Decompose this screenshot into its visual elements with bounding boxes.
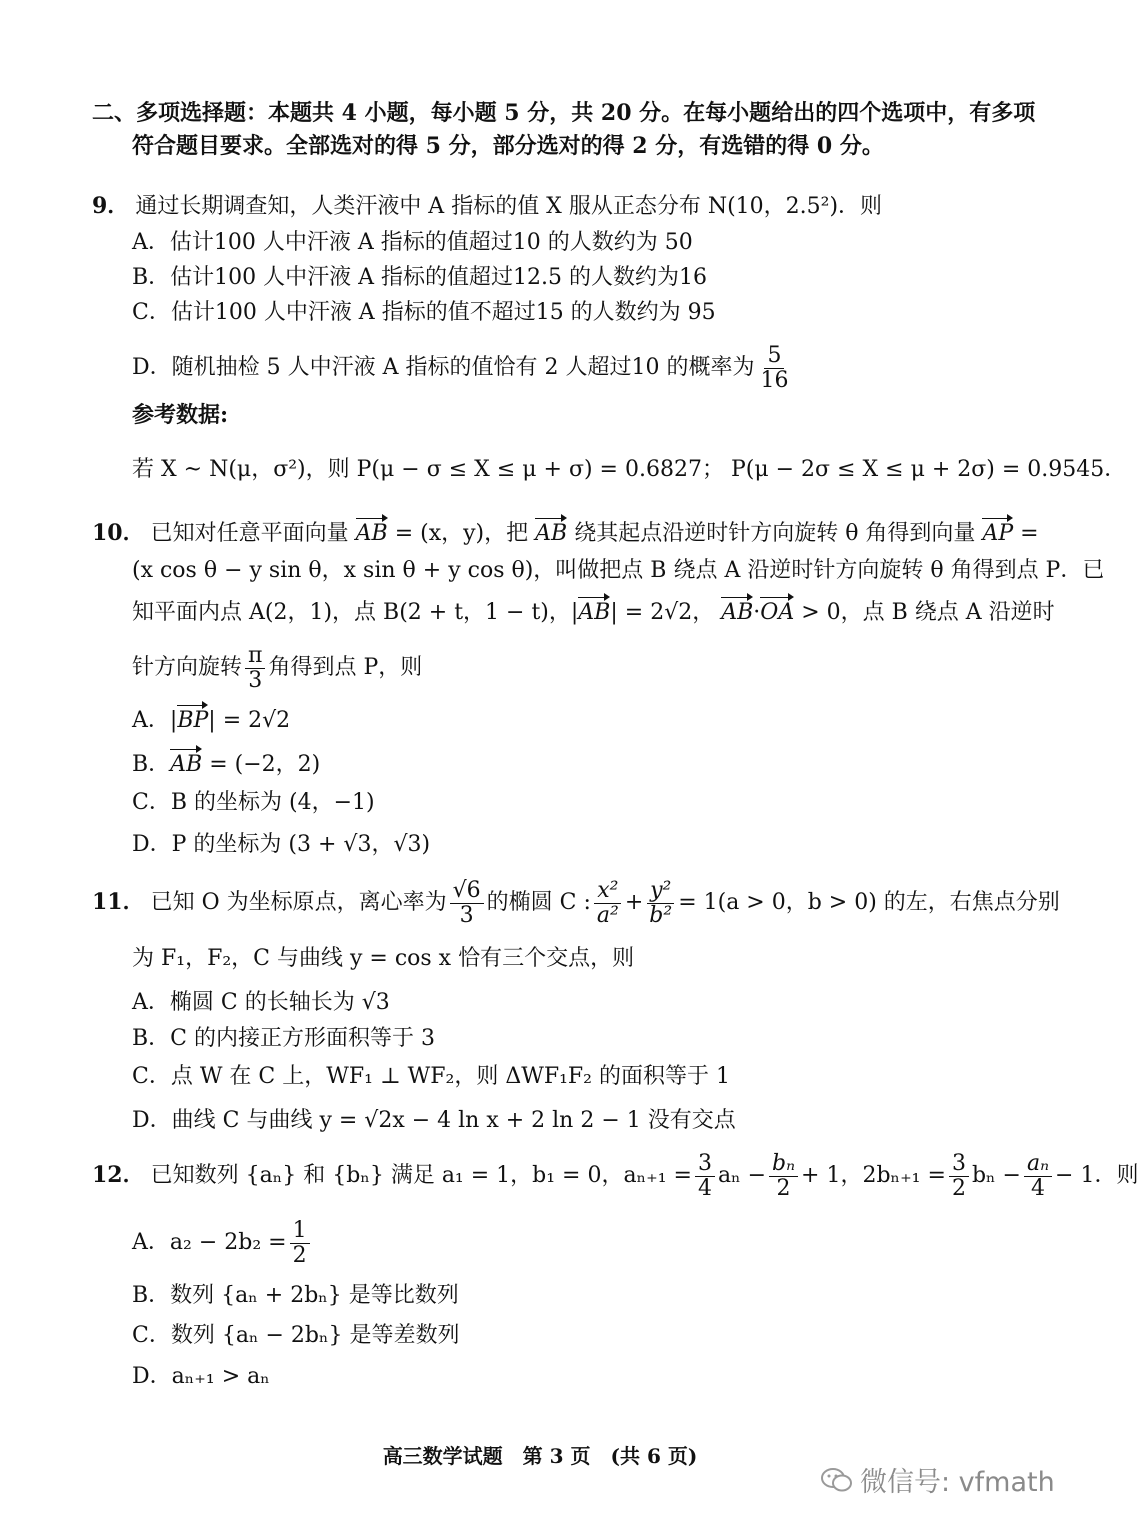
fraction — [769, 1152, 798, 1201]
fraction-numerator: 3 — [949, 1152, 969, 1177]
fraction-denominator: 2 — [951, 1175, 966, 1201]
option-text: A．a₂ − 2b₂ = — [132, 1230, 287, 1255]
fraction-denominator: 16 — [760, 367, 789, 393]
page-footer: 高三数学试题 第 3 页 (共 6 页) — [382, 1444, 698, 1468]
vector-ap: AP — [982, 519, 1013, 549]
q9-reference-data: 若 X ~ N(μ，σ²)，则 P(μ − σ ≤ X ≤ μ + σ) = 0.6827； P(μ − 2σ ≤ X ≤ μ + 2σ) = 0.9545． — [132, 457, 1127, 482]
q9-option-d — [132, 340, 794, 396]
x-term-fraction — [594, 879, 622, 928]
vector-oa: OA — [760, 598, 794, 628]
q9-option-a: A．估计100 人中汗液 A 指标的值超过10 的人数约为 50 — [132, 230, 693, 255]
fraction-denominator: 3 — [248, 667, 263, 693]
q11-text: = 1(a > 0，b > 0) 的左，右焦点分别 — [678, 890, 1060, 915]
q9-number: 9． — [92, 193, 130, 219]
fraction-numerator: y² — [647, 879, 674, 904]
q12-option-d: D．aₙ₊₁ > aₙ — [132, 1364, 270, 1389]
plus-sign: + — [624, 890, 644, 915]
q10-option-a — [132, 706, 290, 736]
fraction-denominator: 3 — [459, 902, 474, 928]
fraction-denominator: 4 — [1030, 1175, 1045, 1201]
fraction-numerator: 5 — [764, 344, 784, 369]
fraction-numerator: 1 — [290, 1219, 310, 1244]
vector-ab: AB — [535, 519, 567, 549]
wechat-watermark — [820, 1460, 1055, 1501]
q11-option-a: A．椭圆 C 的长轴长为 √3 — [132, 990, 390, 1015]
q10-text: 绕其起点沿逆时针方向旋转 θ 角得到向量 — [574, 521, 976, 546]
fraction — [1024, 1152, 1052, 1201]
q12-option-c: C．数列 {aₙ − 2bₙ} 是等差数列 — [132, 1323, 460, 1348]
q10-line2: (x cos θ − y sin θ，x sin θ + y cos θ)，叫做把点 B 绕点 A 沿逆时针方向旋转 θ 角得到点 P．已 — [132, 558, 1105, 583]
vector-ab: AB — [721, 598, 753, 628]
q10-text: 针方向旋转 — [132, 655, 243, 680]
q10-line1 — [92, 518, 1039, 549]
q9-option-d-text: D．随机抽检 5 人中汗液 A 指标的值恰有 2 人超过10 的概率为 — [132, 355, 755, 380]
q10-text: 知平面内点 A(2，1)，点 B(2 + t，1 − t)，| — [132, 600, 579, 625]
fraction-denominator: b² — [649, 902, 673, 928]
eccentricity-fraction — [450, 879, 484, 928]
fraction-denominator: 2 — [776, 1175, 791, 1201]
option-text: = (−2，2) — [209, 752, 321, 777]
q12-text: 已知数列 {aₙ} 和 {bₙ} 满足 a₁ = 1，b₁ = 0，aₙ₊₁ = — [150, 1163, 692, 1188]
q10-text: > 0，点 B 绕点 A 沿逆时 — [801, 600, 1055, 625]
q12-text: − 1．则 — [1055, 1163, 1138, 1188]
vector-bp: BP — [177, 706, 208, 736]
fraction-numerator: 3 — [695, 1152, 715, 1177]
q12-text: aₙ − — [717, 1163, 767, 1188]
q10-option-b — [132, 750, 320, 780]
fraction-numerator: x² — [594, 879, 621, 904]
q10-text: 角得到点 P，则 — [268, 655, 423, 680]
q10-text: 已知对任意平面向量 — [150, 521, 349, 546]
q10-text: = (x，y)，把 — [394, 521, 529, 546]
wechat-icon — [820, 1466, 854, 1501]
q11-option-d: D．曲线 C 与曲线 y = √2x − 4 ln x + 2 ln 2 − 1 没有交点 — [132, 1108, 736, 1133]
q10-line3: 知平面内点 A(2，1)，点 B(2 + t，1 − t)，|AB| = 2√2， AB·OA > 0，点 B 绕点 A 沿逆时 — [132, 598, 1055, 628]
option-text: | = 2√2 — [208, 708, 291, 733]
q10-option-c: C．B 的坐标为 (4，−1) — [132, 790, 375, 815]
q11-option-b: B．C 的内接正方形面积等于 3 — [132, 1026, 435, 1051]
pi-over-3-fraction — [245, 644, 265, 693]
fraction-numerator: bₙ — [769, 1152, 798, 1177]
q11-text: 已知 O 为坐标原点，离心率为 — [150, 890, 447, 915]
fraction-numerator: π — [245, 644, 265, 669]
vector-ab: AB — [356, 519, 388, 549]
q12-text: + 1，2bₙ₊₁ = — [801, 1163, 946, 1188]
option-label: B． — [132, 752, 171, 777]
fraction-numerator: √6 — [450, 879, 484, 904]
q11-text: 的椭圆 C : — [486, 890, 591, 915]
q12-line1 — [92, 1146, 1138, 1205]
fraction-denominator: 4 — [697, 1175, 712, 1201]
q12-text: bₙ − — [971, 1163, 1021, 1188]
q10-option-d: D．P 的坐标为 (3 + √3，√3) — [132, 832, 431, 857]
vector-ab: AB — [578, 598, 610, 628]
y-term-fraction — [646, 879, 675, 928]
q10-number: 10． — [92, 520, 145, 546]
option-label: A．| — [132, 708, 178, 733]
q11-line2: 为 F₁，F₂，C 与曲线 y = cos x 恰有三个交点，则 — [132, 946, 635, 971]
q9-option-c: C．估计100 人中汗液 A 指标的值不超过15 的人数约为 95 — [132, 300, 716, 325]
q12-option-a — [132, 1214, 313, 1272]
fraction-denominator: a² — [596, 902, 619, 928]
vector-ab: AB — [170, 750, 202, 780]
q12-number: 12． — [92, 1162, 145, 1188]
q9-stem — [92, 191, 882, 222]
q12-option-b: B．数列 {aₙ + 2bₙ} 是等比数列 — [132, 1283, 459, 1308]
q9-reference-title: 参考数据: — [132, 402, 229, 428]
section-heading-line2: 符合题目要求。全部选对的得 5 分，部分选对的得 2 分，有选错的得 0 分。 — [132, 133, 884, 159]
q11-line1 — [92, 872, 1060, 933]
q9-stem-text: 通过长期调查知，人类汗液中 A 指标的值 X 服从正态分布 N(10，2.5²)．则 — [135, 194, 883, 219]
q10-text: = — [1020, 521, 1039, 546]
q10-line4 — [132, 640, 422, 696]
q11-option-c: C．点 W 在 C 上，WF₁ ⊥ WF₂，则 ΔWF₁F₂ 的面积等于 1 — [132, 1064, 730, 1089]
q10-text: | = 2√2， — [610, 600, 715, 625]
fraction — [949, 1152, 969, 1201]
fraction — [290, 1219, 310, 1268]
watermark-text: 微信号: vfmath — [860, 1467, 1055, 1498]
fraction-numerator: aₙ — [1024, 1152, 1052, 1177]
q11-number: 11． — [92, 889, 145, 915]
fraction-denominator: 2 — [292, 1242, 307, 1268]
q9-option-b: B．估计100 人中汗液 A 指标的值超过12.5 的人数约为16 — [132, 265, 707, 290]
fraction — [695, 1152, 715, 1201]
section-heading-line1: 二、多项选择题：本题共 4 小题，每小题 5 分，共 20 分。在每小题给出的四个选项中，有多项 — [92, 100, 1036, 126]
q9-option-d-fraction — [757, 344, 791, 393]
